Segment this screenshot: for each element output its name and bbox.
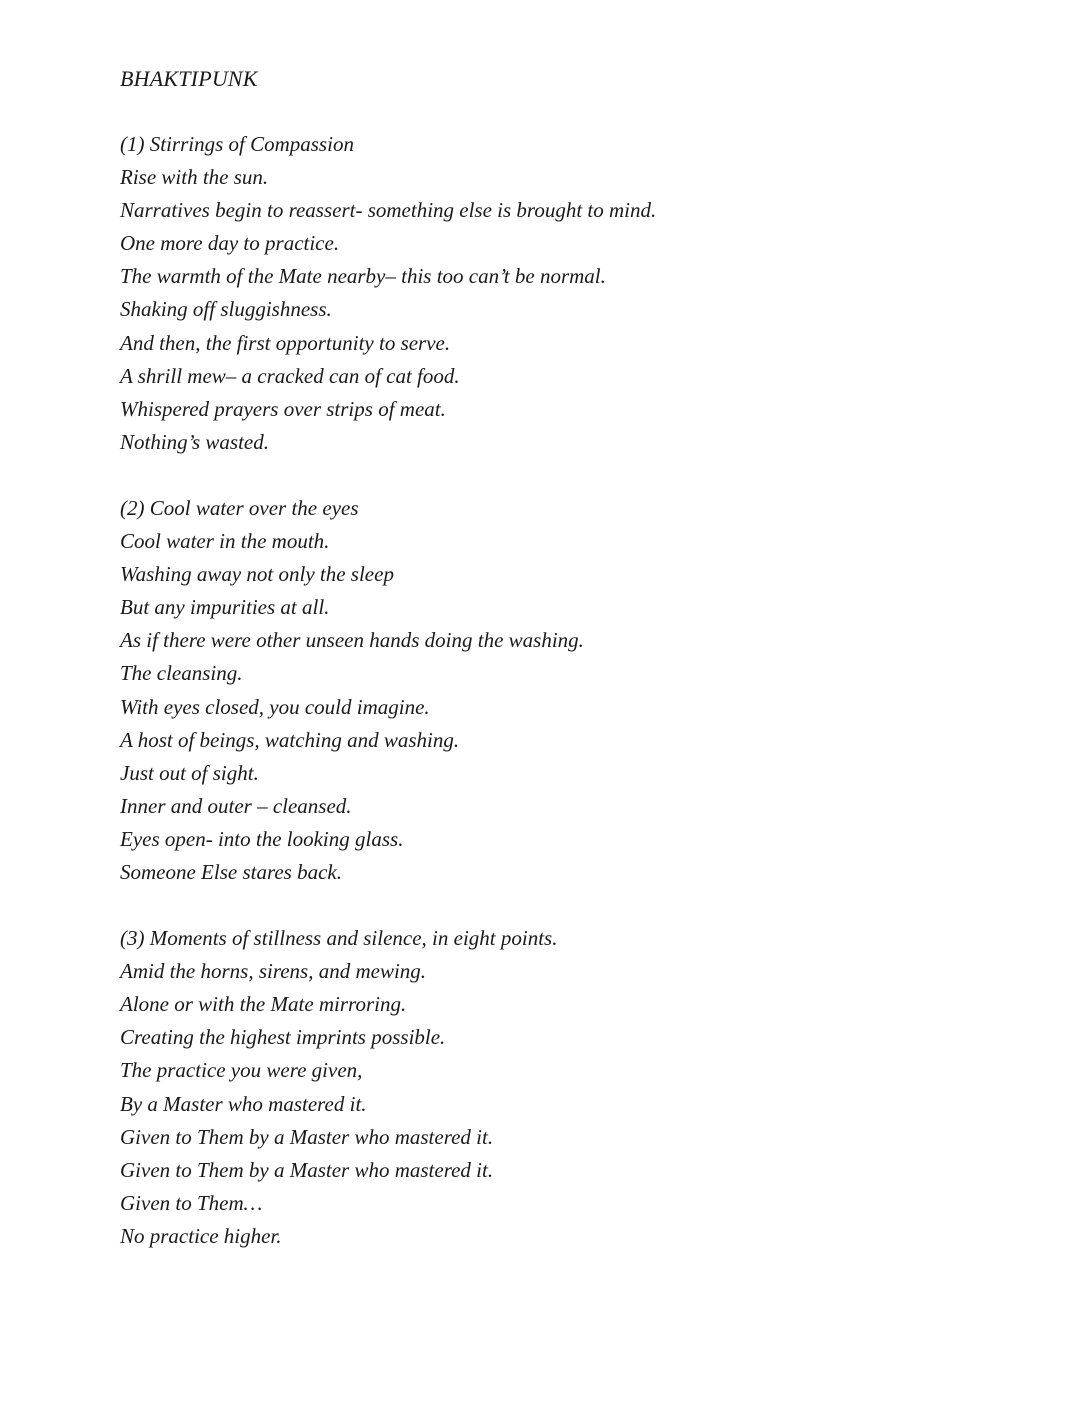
- document-page: [120, 62, 1020, 1286]
- poem-stanza-1: [120, 128, 1020, 459]
- poem-line: The warmth of the Mate nearby– this too can’t be normal.: [120, 264, 606, 289]
- poem-line: Cool water in the mouth.: [120, 529, 330, 554]
- poem-line: Just out of sight.: [120, 760, 259, 785]
- poem-line: A host of beings, watching and washing.: [120, 727, 460, 752]
- poem-line: One more day to practice.: [120, 231, 340, 256]
- poem-line: Narratives begin to reassert- something else is brought to mind.: [120, 198, 657, 223]
- poem-line: Shaking off sluggishness.: [120, 297, 332, 322]
- poem-line: Nothing’s wasted.: [120, 429, 269, 454]
- poem-line: By a Master who mastered it.: [120, 1091, 367, 1116]
- poem-line: With eyes closed, you could imagine.: [120, 694, 430, 719]
- poem-body: [120, 128, 1020, 1253]
- poem-line: The practice you were given,: [120, 1058, 363, 1083]
- poem-line: And then, the first opportunity to serve.: [120, 330, 451, 355]
- poem-line: Amid the horns, sirens, and mewing.: [120, 959, 427, 984]
- poem-line: Washing away not only the sleep: [120, 562, 394, 587]
- poem-line: Someone Else stares back.: [120, 859, 342, 884]
- poem-line: No practice higher.: [120, 1223, 282, 1248]
- poem-line: Eyes open- into the looking glass.: [120, 826, 404, 851]
- poem-line: Given to Them…: [120, 1190, 263, 1215]
- poem-line: Whispered prayers over strips of meat.: [120, 396, 446, 421]
- poem-line: Given to Them by a Master who mastered it.: [120, 1157, 494, 1182]
- poem-line: Rise with the sun.: [120, 165, 269, 190]
- poem-line: A shrill mew– a cracked can of cat food.: [120, 363, 460, 388]
- poem-line: But any impurities at all.: [120, 595, 330, 620]
- document-title: BHAKTIPUNK: [120, 66, 258, 91]
- section-heading: (2) Cool water over the eyes: [120, 495, 359, 520]
- poem-stanza-3: [120, 922, 1020, 1253]
- poem-line: Creating the highest imprints possible.: [120, 1025, 446, 1050]
- section-heading: (3) Moments of stillness and silence, in eight points.: [120, 926, 558, 951]
- poem-line: As if there were other unseen hands doing the washing.: [120, 628, 584, 653]
- poem-stanza-2: [120, 492, 1020, 889]
- poem-line: Given to Them by a Master who mastered it.: [120, 1124, 494, 1149]
- poem-line: Alone or with the Mate mirroring.: [120, 992, 407, 1017]
- section-heading: (1) Stirrings of Compassion: [120, 132, 354, 156]
- poem-line: The cleansing.: [120, 661, 243, 686]
- poem-line: Inner and outer – cleansed.: [120, 793, 352, 818]
